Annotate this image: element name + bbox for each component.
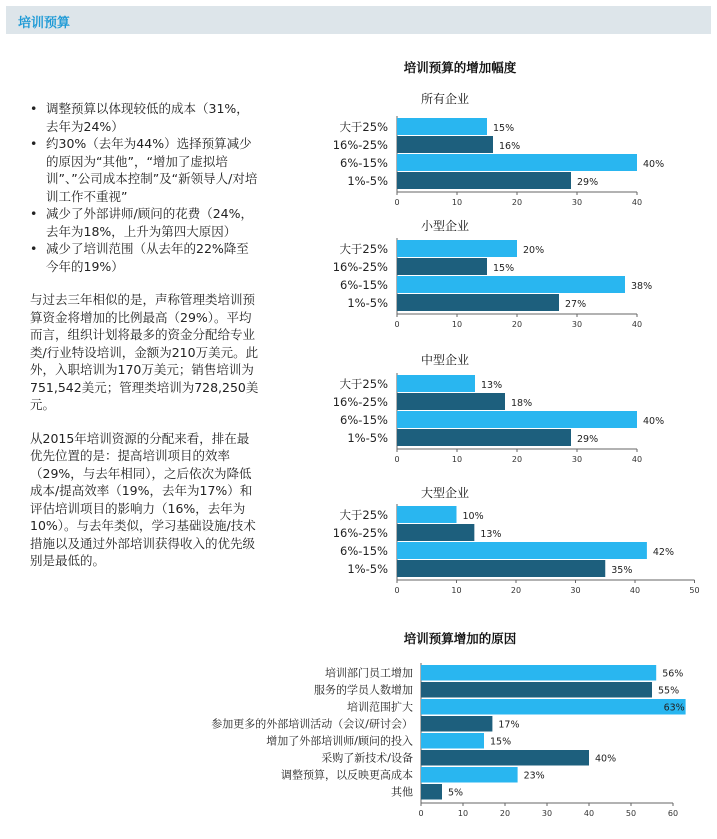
category-label: 6%-15% — [340, 278, 388, 292]
data-label: 42% — [652, 547, 675, 558]
bar — [397, 393, 505, 410]
bar — [397, 172, 571, 189]
x-tick-label: 20 — [499, 809, 511, 818]
category-label: 1%-5% — [347, 562, 388, 576]
data-label: 27% — [565, 299, 587, 310]
bar — [421, 733, 484, 749]
data-label: 35% — [611, 565, 633, 576]
bar — [397, 524, 474, 541]
x-tick-label: 30 — [541, 809, 553, 818]
bullet-item: • 减少了外部讲师/顾问的花费（24%，去年为18%，上升为第四大原因） — [30, 205, 260, 240]
x-tick-label: 0 — [394, 586, 400, 595]
category-label: 16%-25% — [332, 395, 388, 409]
bar — [397, 506, 457, 523]
x-tick-label: 20 — [511, 198, 523, 207]
section-title: 培训预算 — [18, 16, 71, 31]
category-label: 大于25% — [339, 508, 388, 522]
category-label: 调整预算，以反映更高成本 — [281, 768, 413, 782]
data-label: 40% — [643, 416, 665, 427]
category-label: 大于25% — [339, 377, 388, 391]
x-tick-label: 10 — [457, 809, 469, 818]
x-tick-label: 0 — [418, 809, 424, 818]
category-label: 大于25% — [339, 242, 388, 256]
category-label: 参加更多的外部培训活动（会议/研讨会） — [211, 717, 413, 731]
category-label: 16%-25% — [332, 526, 388, 540]
data-label: 10% — [462, 511, 484, 522]
category-label: 1%-5% — [347, 296, 388, 310]
x-tick-label: 60 — [667, 809, 679, 818]
bar — [397, 118, 487, 135]
category-label: 6%-15% — [340, 156, 388, 170]
category-label: 16%-25% — [332, 138, 388, 152]
category-label: 1%-5% — [347, 431, 388, 445]
bullet-item: • 减少了培训范围（从去年的22%降至今年的19%） — [30, 240, 260, 275]
x-tick-label: 10 — [451, 320, 463, 329]
chart-title: 培训预算增加的原因 — [403, 631, 517, 646]
category-label: 其他 — [391, 785, 413, 799]
data-label: 16% — [499, 141, 521, 152]
bar — [397, 136, 493, 153]
data-label: 13% — [480, 529, 502, 540]
bar — [421, 699, 686, 715]
x-tick-label: 0 — [394, 320, 400, 329]
category-label: 1%-5% — [347, 174, 388, 188]
data-label: 23% — [523, 770, 545, 782]
bullet-item: • 调整预算以体现较低的成本（31%，去年为24%） — [30, 100, 260, 135]
x-tick-label: 10 — [451, 198, 463, 207]
data-label: 38% — [631, 281, 653, 292]
bar — [397, 375, 475, 392]
bar — [421, 716, 492, 732]
chart-subtitle: 大型企业 — [420, 486, 470, 500]
bar — [421, 665, 656, 681]
category-label: 大于25% — [339, 120, 388, 134]
data-label: 15% — [493, 123, 515, 134]
data-label: 55% — [658, 685, 680, 697]
bar — [397, 240, 517, 257]
x-tick-label: 20 — [510, 586, 522, 595]
data-label: 20% — [523, 245, 545, 256]
data-label: 18% — [511, 398, 533, 409]
category-label: 增加了外部培训师/顾问的投入 — [266, 734, 413, 748]
category-label: 16%-25% — [332, 260, 388, 274]
bar — [397, 294, 559, 311]
category-label: 6%-15% — [340, 413, 388, 427]
body-paragraph: 与过去三年相似的是，声称管理类培训预算资金将增加的比例最高（29%）。平均而言，组织计划将最多的资金分配给专业类/行业特设培训，金额为210万美元。此外，入职培训为170万美元；销售培训为751,542美元；管理类培训为728,250美元。 — [30, 292, 259, 412]
data-label: 29% — [577, 177, 599, 188]
x-tick-label: 50 — [625, 809, 637, 818]
bar — [397, 258, 487, 275]
x-tick-label: 30 — [571, 455, 583, 464]
x-tick-label: 30 — [571, 198, 583, 207]
bar — [397, 560, 605, 577]
x-tick-label: 40 — [631, 198, 643, 207]
chart-title: 培训预算的增加幅度 — [403, 60, 517, 75]
x-tick-label: 20 — [511, 320, 523, 329]
bar — [397, 411, 637, 428]
bar — [397, 154, 637, 171]
bar — [397, 429, 571, 446]
data-label: 15% — [490, 736, 512, 748]
bullet-item: • 约30%（去年为44%）选择预算减少的原因为“其他”，“增加了虚拟培训”、”公司成本控制”及“新领导人/对培训工作不重视” — [30, 135, 260, 205]
bar — [397, 542, 647, 559]
category-label: 采购了新技术/设备 — [321, 751, 413, 765]
x-tick-label: 30 — [571, 320, 583, 329]
data-label: 29% — [577, 434, 599, 445]
data-label: 40% — [643, 159, 665, 170]
data-label: 13% — [481, 380, 503, 391]
bar — [397, 276, 625, 293]
body-paragraph: 从2015年培训资源的分配来看，排在最优先位置的是：提高培训项目的效率（29%，与去年相同），之后依次为降低成本/提高效率（19%，去年为17%）和评估培训项目的影响力（16%，去年为10%）。与去年类似，学习基础设施/技术措施以及通过外部培训获得收入的优先级别是最低的。 — [30, 430, 256, 568]
data-label: 5% — [448, 787, 464, 799]
chart-subtitle: 所有企业 — [420, 92, 470, 106]
x-tick-label: 10 — [451, 455, 463, 464]
bar — [421, 784, 442, 800]
x-tick-label: 0 — [394, 198, 400, 207]
x-tick-label: 20 — [511, 455, 523, 464]
data-label: 17% — [498, 719, 520, 731]
x-tick-label: 40 — [631, 455, 643, 464]
x-tick-label: 40 — [631, 320, 643, 329]
data-label: 63% — [663, 702, 685, 714]
chart-subtitle: 中型企业 — [420, 353, 470, 367]
data-label: 40% — [595, 753, 617, 765]
category-label: 培训范围扩大 — [347, 700, 413, 714]
x-tick-label: 30 — [570, 586, 581, 595]
bar — [421, 750, 589, 766]
category-label: 培训部门员工增加 — [325, 666, 413, 680]
data-label: 56% — [662, 668, 684, 680]
x-tick-label: 40 — [629, 586, 641, 595]
bar — [421, 767, 518, 783]
x-tick-label: 50 — [689, 586, 700, 595]
x-tick-label: 40 — [583, 809, 595, 818]
bar — [421, 682, 652, 698]
x-tick-label: 0 — [394, 455, 400, 464]
category-label: 服务的学员人数增加 — [314, 683, 413, 697]
category-label: 6%-15% — [340, 544, 388, 558]
chart-subtitle: 小型企业 — [420, 219, 470, 233]
x-tick-label: 10 — [451, 586, 462, 595]
data-label: 15% — [493, 263, 515, 274]
